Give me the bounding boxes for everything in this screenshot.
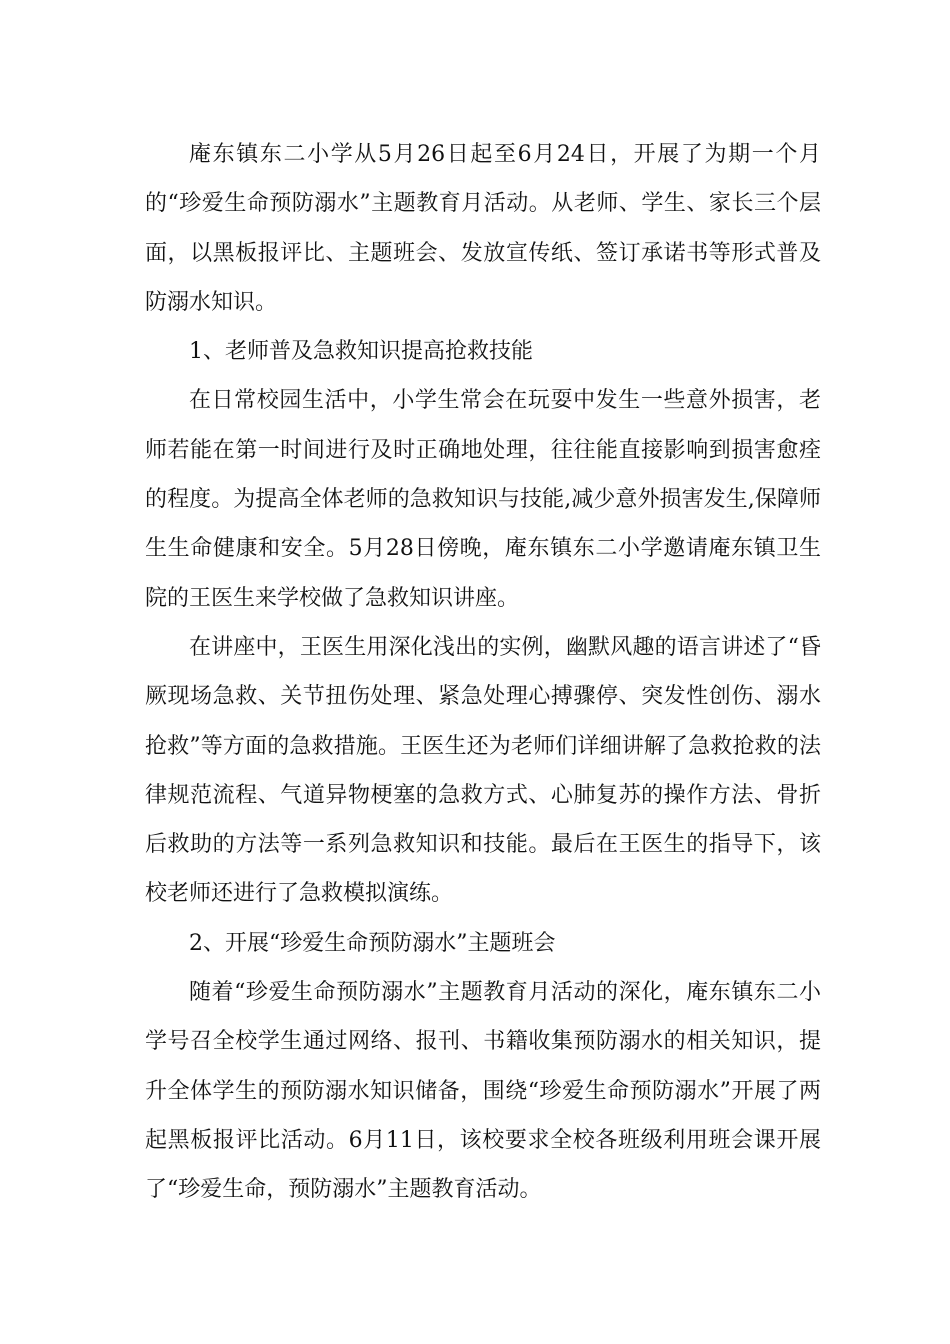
- section-heading-first-aid: 1、老师普及急救知识提高抢救技能: [189, 339, 533, 365]
- section-heading-class-meeting: 2、开展“珍爱生命预防溺水”主题班会: [189, 930, 556, 956]
- paragraph-lecture: 在讲座中，王医生用深化浅出的实例，幽默风趣的语言讲述了“昏厥现场急救、关节扭伤处理、紧急处理心搏骤停、突发性创伤、溺水抢救”等方面的急救措施。王医生还为老师们详细讲解了急救抢救的法律规范流程、气道异物梗塞的急救方式、心肺复苏的操作方法、骨折后救助的方法等一系列急救知识和技能。最后在王医生的指导下，该校老师还进行了急救模拟演练。: [145, 634, 821, 907]
- document-body: [145, 130, 821, 1215]
- paragraph-intro: 庵东镇东二小学从5月26日起至6月24日，开展了为期一个月的“珍爱生命预防溺水”主题教育月活动。从老师、学生、家长三个层面，以黑板报评比、主题班会、发放宣传纸、签订承诺书等形式普及防溺水知识。: [145, 142, 821, 315]
- paragraph-class-meeting: 随着“珍爱生命预防溺水”主题教育月活动的深化，庵东镇东二小学号召全校学生通过网络、报刊、书籍收集预防溺水的相关知识，提升全体学生的预防溺水知识储备，围绕“珍爱生命预防溺水”开展了两起黑板报评比活动。6月11日，该校要求全校各班级利用班会课开展了“珍爱生命，预防溺水”主题教育活动。: [145, 980, 821, 1203]
- paragraph-first-aid: 在日常校园生活中，小学生常会在玩耍中发生一些意外损害，老师若能在第一时间进行及时正确地处理，往往能直接影响到损害愈痊的程度。为提高全体老师的急救知识与技能,减少意外损害发生,保障师生生命健康和安全。5月28日傍晚，庵东镇东二小学邀请庵东镇卫生院的王医生来学校做了急救知识讲座。: [145, 388, 821, 611]
